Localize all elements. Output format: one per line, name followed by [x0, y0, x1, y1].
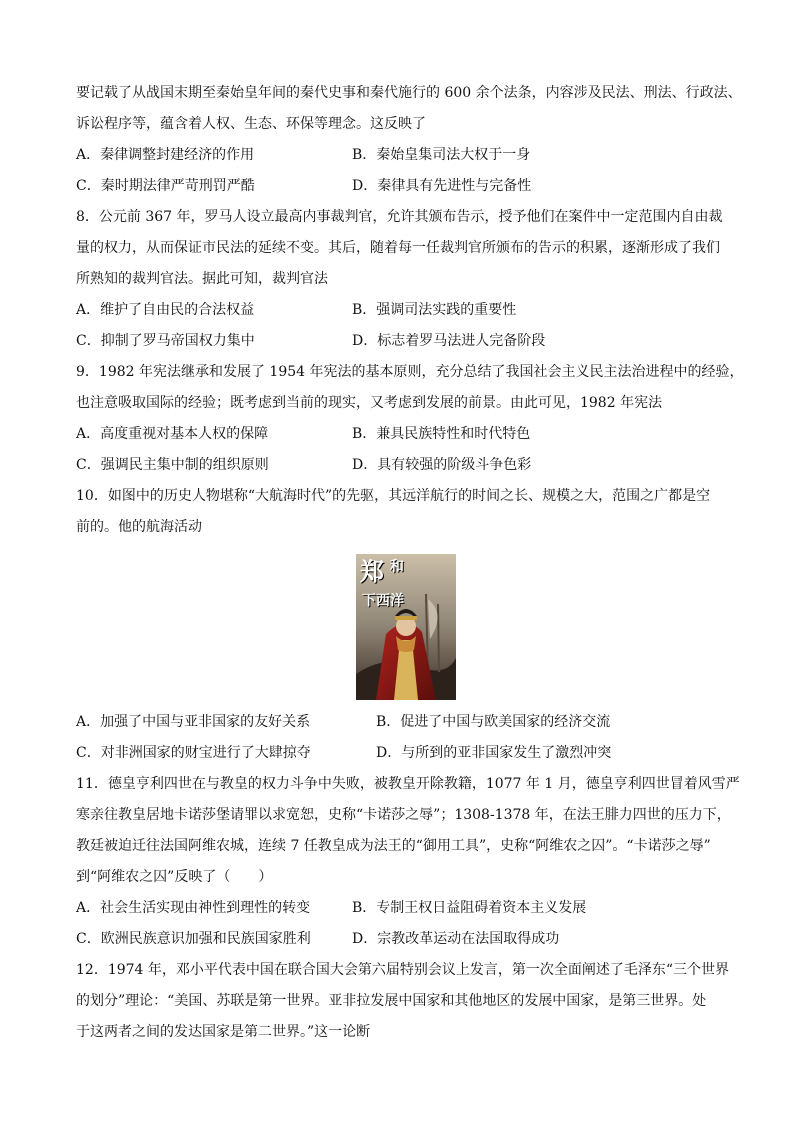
question-text: 8．公元前 367 年，罗马人设立最高内事裁判官，允许其颁布告示，授予他们在案件中一定范围内自由裁: [76, 209, 723, 225]
option-row: [76, 295, 736, 326]
option-row: [76, 140, 736, 171]
poster-title-char: 和: [390, 559, 404, 575]
question-10: [76, 481, 736, 769]
option-row: [76, 738, 736, 769]
option-b: B．兼具民族特性和时代特色: [352, 426, 531, 442]
option-c: C．对非洲国家的财宝进行了大肆掠夺: [76, 745, 311, 761]
poster-subtitle: 下西洋: [362, 593, 404, 609]
question-text: 也注意吸取国际的经验；既考虑到当前的现实，又考虑到发展的前景。由此可见，1982 年宪法: [76, 395, 663, 411]
question-text: 要记载了从战国末期至秦始皇年间的秦代史事和秦代施行的 600 余个法条，内容涉及民法、刑法、行政法、: [76, 85, 742, 101]
option-row: [76, 924, 736, 955]
option-c: C．强调民主集中制的组织原则: [76, 457, 269, 473]
question-text: 9．1982 年宪法继承和发展了 1954 年宪法的基本原则，充分总结了我国社会主义民主法治进程中的经验，: [76, 364, 744, 380]
option-d: D．宗教改革运动在法国取得成功: [352, 931, 560, 947]
question-text: 寒亲往教皇居地卡诺莎堡请罪以求宽恕，史称“卡诺莎之辱”；1308-1378 年，在法王腓力四世的压力下，: [76, 807, 731, 823]
poster-title-char: 郑: [360, 557, 384, 586]
option-c: C．欧洲民族意识加强和民族国家胜利: [76, 931, 311, 947]
question-text: 11．德皇亨利四世在与教皇的权力斗争中失败，被教皇开除教籍，1077 年 1 月，德皇亨利四世冒着风雪严: [76, 776, 740, 792]
option-a: A．社会生活实现由神性到理性的转变: [76, 900, 311, 916]
zheng-he-poster-figure: [76, 549, 736, 705]
option-a: A．维护了自由民的合法权益: [76, 302, 255, 318]
exam-page: [76, 78, 744, 1048]
question-text: 诉讼程序等，蕴含着人权、生态、环保等理念。这反映了: [76, 116, 426, 132]
option-row: [76, 171, 736, 202]
option-d: D．秦律具有先进性与完备性: [352, 178, 532, 194]
question-11: [76, 769, 740, 955]
question-text: 教廷被迫迁往法国阿维农城，连续 7 任教皇成为法王的“御用工具”，史称“阿维农之囚”。“卡诺莎之辱”: [76, 838, 711, 854]
zheng-he-poster-image: [356, 554, 456, 700]
question-text: 10．如图中的历史人物堪称“大航海时代”的先驱，其远洋航行的时间之长、规模之大，范围之广都是空: [76, 488, 711, 504]
question-text: 量的权力，从而保证市民法的延续不变。其后，随着每一任裁判官所颁布的告示的积累，逐渐形成了我们: [76, 240, 720, 256]
question-9: [76, 357, 744, 481]
question-text: 到“阿维农之囚”反映了（ ）: [76, 869, 273, 885]
option-row: [76, 450, 736, 481]
question-12: [76, 955, 736, 1048]
option-b: B．强调司法实践的重要性: [352, 302, 517, 318]
option-row: [76, 419, 736, 450]
question-text: 12．1974 年，邓小平代表中国在联合国大会第六届特别会议上发言，第一次全面阐述了毛泽东“三个世界: [76, 962, 730, 978]
option-a: A．秦律调整封建经济的作用: [76, 147, 255, 163]
option-row: [76, 893, 736, 924]
option-c: C．秦时期法律严苛刑罚严酷: [76, 178, 255, 194]
option-a: A．加强了中国与亚非国家的友好关系: [76, 714, 311, 730]
option-row: [76, 326, 736, 357]
question-text: 所熟知的裁判官法。据此可知，裁判官法: [76, 271, 328, 287]
question-text: 于这两者之间的发达国家是第二世界。”这一论断: [76, 1024, 371, 1040]
question-8: [76, 202, 736, 357]
question-text: 的划分”理论：“美国、苏联是第一世界。亚非拉发展中国家和其他地区的发展中国家，是第三世界。处: [76, 993, 707, 1009]
option-row: [76, 707, 736, 738]
option-b: B．促进了中国与欧美国家的经济交流: [376, 714, 611, 730]
option-b: B．专制王权日益阻碍着资本主义发展: [352, 900, 587, 916]
option-b: B．秦始皇集司法大权于一身: [352, 147, 531, 163]
question-7: [76, 78, 742, 202]
option-d: D．标志着罗马法进人完备阶段: [352, 333, 546, 349]
question-text: 前的。他的航海活动: [76, 519, 202, 535]
option-d: D．与所到的亚非国家发生了激烈冲突: [376, 745, 612, 761]
option-c: C．抑制了罗马帝国权力集中: [76, 333, 255, 349]
option-a: A．高度重视对基本人权的保障: [76, 426, 269, 442]
option-d: D．具有较强的阶级斗争色彩: [352, 457, 532, 473]
